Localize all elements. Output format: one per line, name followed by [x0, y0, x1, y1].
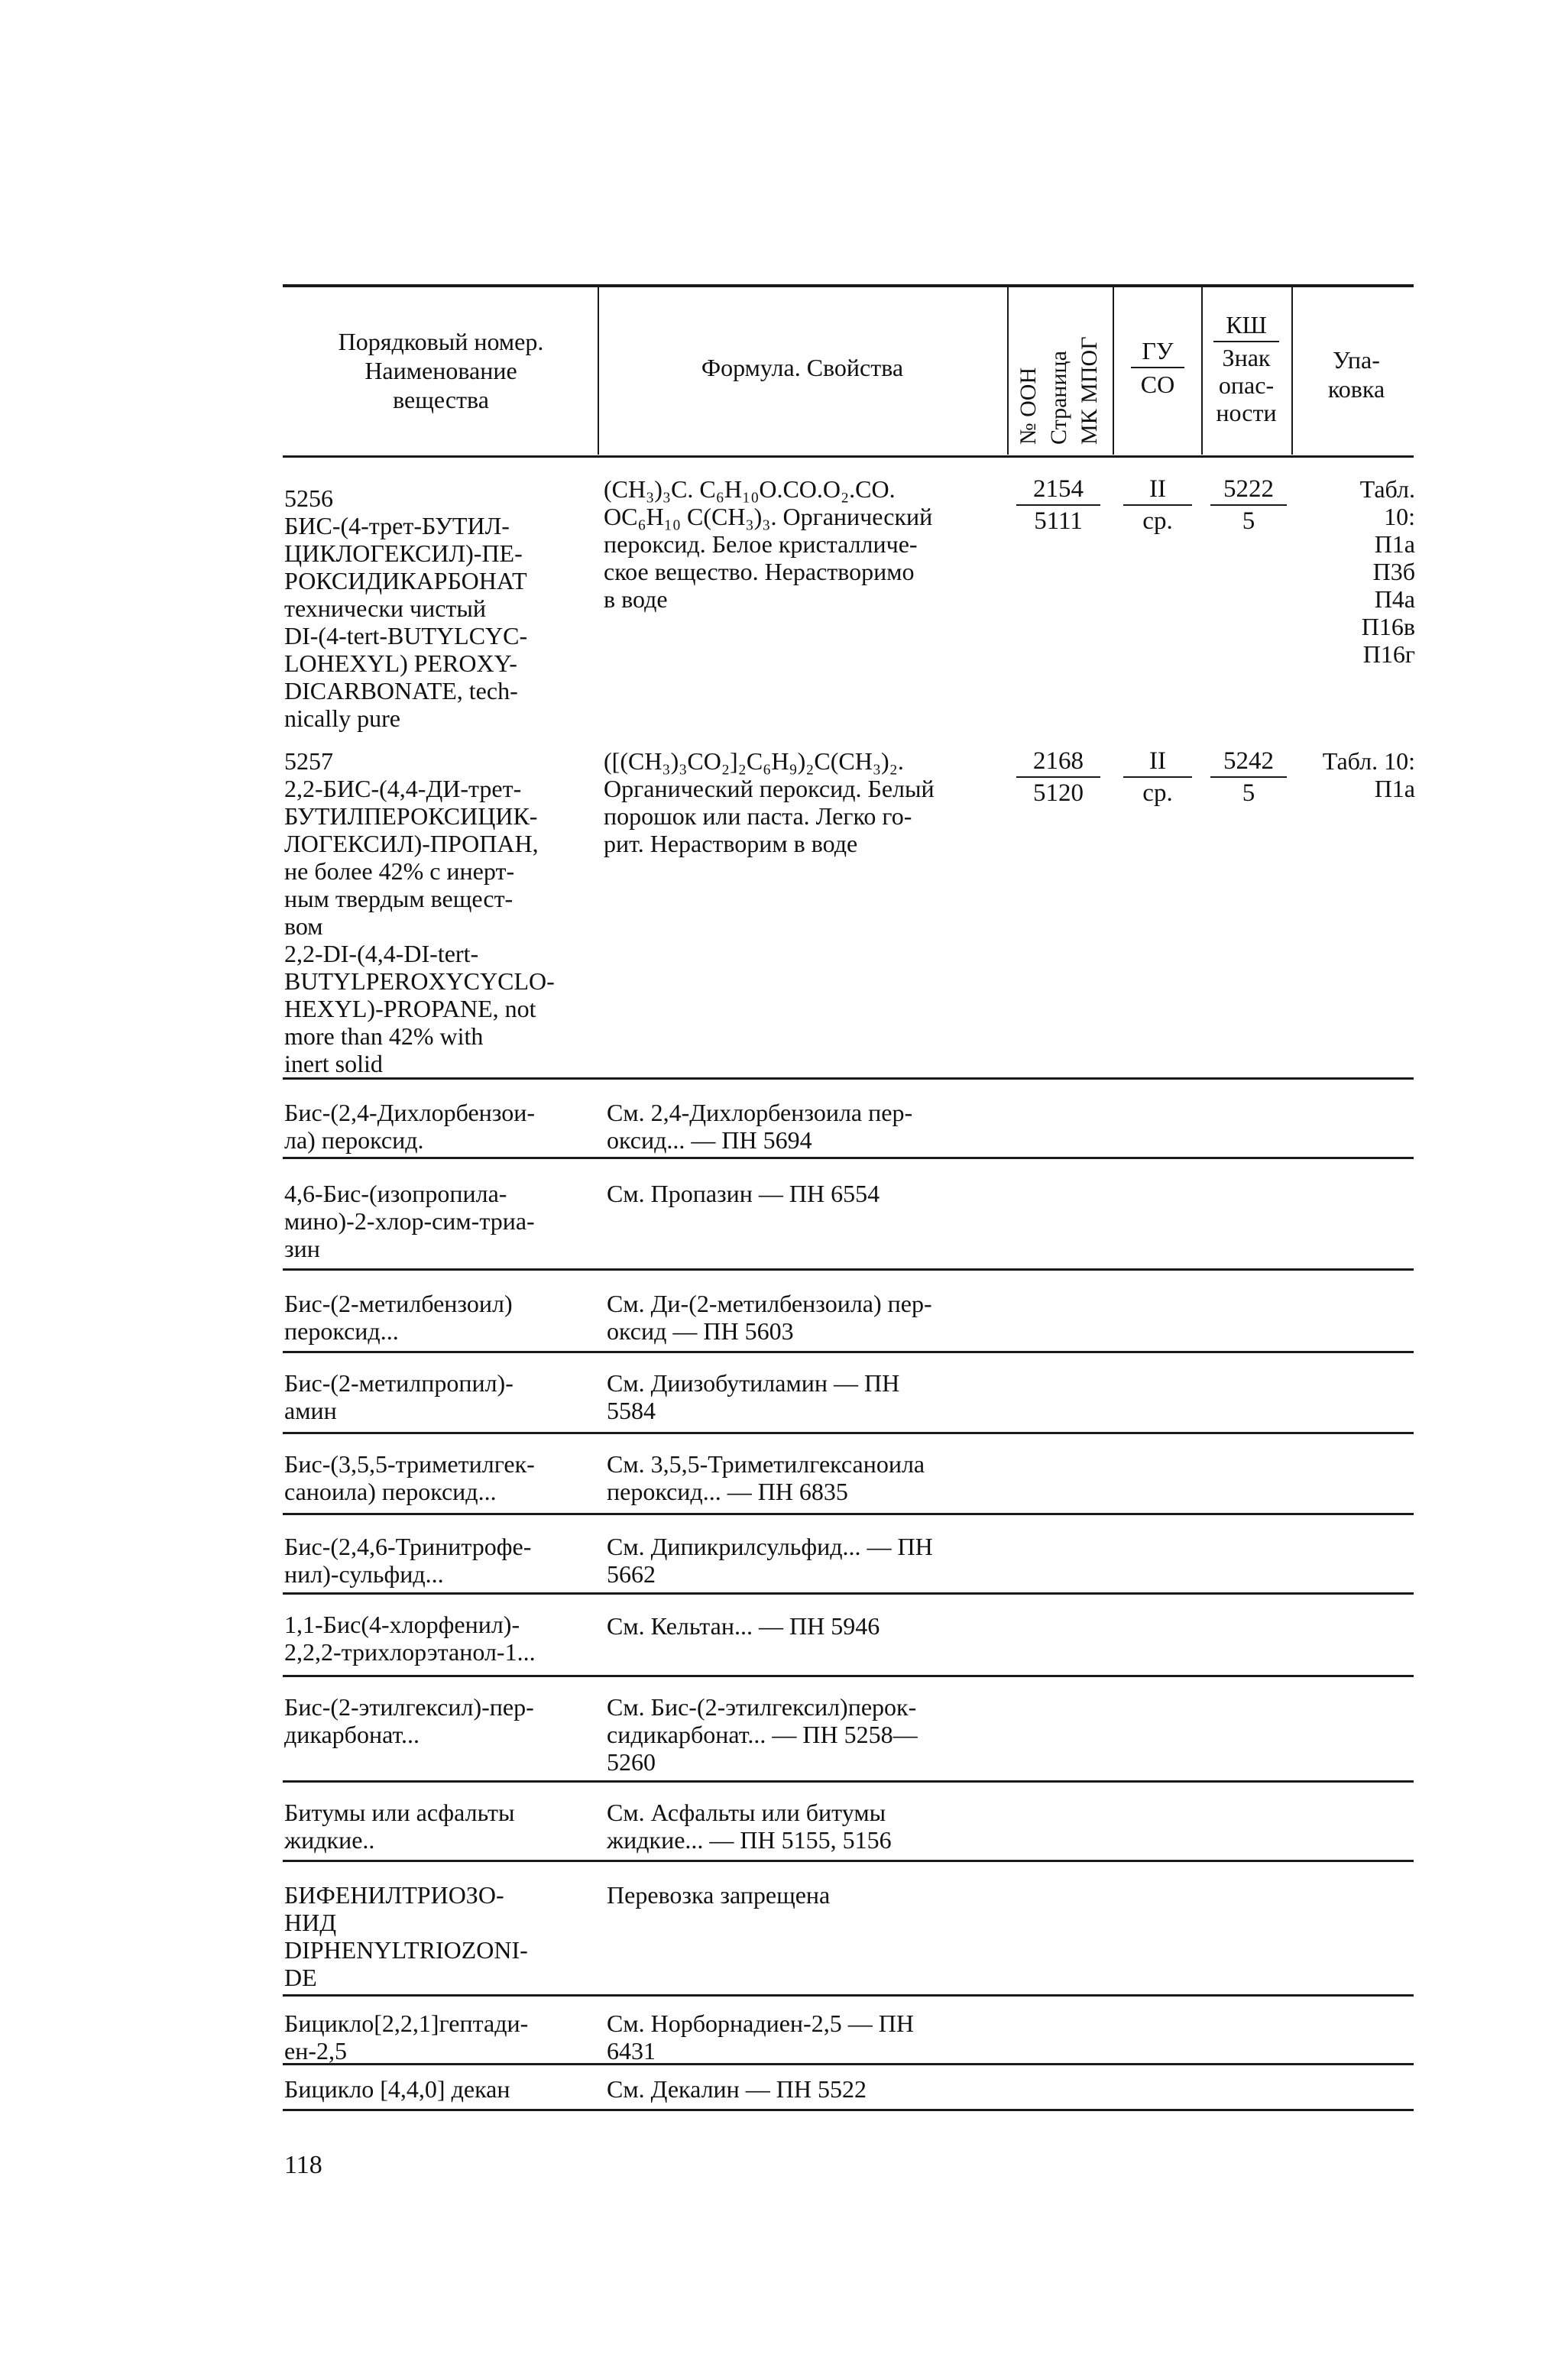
entry-name: 5257 2,2-БИС-(4,4-ДИ-трет- БУТИЛПЕРОКСИЦИК- ЛОГЕКСИЛ)-ПРОПАН, не более 42% с инерт- ным твердым вещест- вом 2,2-DI-(4,4-DI-tert- BUTYLPEROXYCYCLO- HEXYL)-PROPANE, not more than 42% with inert solid	[284, 747, 555, 1077]
header-formula: Формула. Свойства	[701, 354, 904, 381]
ref-name: Бис-(2-этилгексил)-пер- дикарбонат...	[284, 1693, 534, 1748]
ref-name: БИФЕНИЛТРИОЗО- НИД DIPHENYLTRIOZONI- DE	[284, 1881, 528, 1991]
header-bottom-rule	[283, 455, 1414, 458]
header-page: Страница	[1046, 351, 1071, 445]
entry-gu: II	[1123, 475, 1192, 506]
entry-sign: 5	[1242, 779, 1255, 807]
entry-rule	[283, 1077, 1414, 1080]
header-name: Порядковый номер. Наименование вещества	[338, 328, 544, 413]
ref-rule	[283, 2063, 1414, 2065]
ref-rule	[283, 1268, 1414, 1271]
header-gu	[1116, 336, 1200, 399]
entry-formula: ([(CH₃)₃CO₂]₂C₆H₉)₂C(CH₃)₂. Органический пероксид. Белый порошок или паста. Легко го- рит. Нерастворим в воде	[604, 747, 935, 857]
ref-rule	[283, 1513, 1414, 1515]
entry-so: ср.	[1142, 507, 1173, 535]
ref-rule	[283, 1157, 1414, 1159]
ref-target: См. Бис-(2-этилгексил)перок- сидикарбонат... — ПН 5258— 5260	[607, 1693, 918, 1776]
entry-page: 5111	[1034, 507, 1083, 535]
ref-target: См. Асфальты или битумы жидкие... — ПН 5155, 5156	[607, 1799, 892, 1854]
entry-oon: 2154	[1016, 475, 1100, 506]
ref-target: См. 2,4-Дихлорбензоила пер- оксид... — ПН 5694	[607, 1099, 913, 1154]
ref-name: Бис-(3,5,5-триметилгек- саноила) пероксид...	[284, 1450, 535, 1505]
entry-pack: Табл. 10: П1а	[1322, 747, 1415, 802]
ref-target: См. Ди-(2-метилбензоила) пер- оксид — ПН 5603	[607, 1290, 932, 1345]
entry-oon-page	[1016, 747, 1100, 807]
entry-gu-so	[1123, 747, 1192, 807]
ref-name: Бис-(2-метилбензоил) пероксид...	[284, 1290, 513, 1345]
entry-formula: (CH₃)₃C. C₆H₁₀O.CO.O₂.CO. OC₆H₁₀ C(CH₃)₃. Органический пероксид. Белое кристалличе- ское вещество. Нерастворимо в воде	[604, 475, 933, 613]
header-divider	[1291, 287, 1293, 455]
ref-target: См. Декалин — ПН 5522	[607, 2075, 867, 2103]
entry-ksh-sign	[1210, 475, 1287, 535]
ref-rule	[283, 1592, 1414, 1595]
ref-name: 1,1-Бис(4-хлорфенил)- 2,2,2-трихлорэтанол-1...	[284, 1611, 536, 1666]
ref-name: Бис-(2,4-Дихлорбензои- ла) пероксид.	[284, 1099, 536, 1154]
ref-rule	[283, 1351, 1414, 1353]
header-ksh	[1204, 310, 1288, 426]
entry-ksh-sign	[1210, 747, 1287, 807]
ref-name: Битумы или асфальты жидкие..	[284, 1799, 515, 1854]
entry-so: ср.	[1142, 779, 1173, 807]
header-oon: № ООН	[1016, 367, 1041, 445]
ref-name: Бис-(2,4,6-Тринитрофе- нил)-сульфид...	[284, 1533, 532, 1588]
header-divider	[598, 287, 599, 455]
header-pack: Упа- ковка	[1327, 346, 1385, 403]
ref-target: См. Кельтан... — ПН 5946	[607, 1612, 880, 1640]
ref-name: 4,6-Бис-(изопропила- мино)-2-хлор-сим-триа- зин	[284, 1180, 535, 1262]
ref-name: Бицикло [4,4,0] декан	[284, 2075, 510, 2103]
entry-gu: II	[1123, 747, 1192, 778]
ref-name: Бис-(2-метилпропил)- амин	[284, 1369, 513, 1424]
entry-sign: 5	[1242, 507, 1255, 535]
header-divider	[1007, 287, 1009, 455]
ref-target: См. Норборнадиен-2,5 — ПН 6431	[607, 2010, 914, 2065]
ref-target: См. Диизобутиламин — ПН 5584	[607, 1369, 900, 1424]
entry-pack: Табл. 10: П1а П3б П4а П16в П16г	[1359, 475, 1415, 668]
ref-rule	[283, 2109, 1414, 2111]
entry-ksh: 5242	[1210, 747, 1287, 778]
header-mpog: МК МПОГ	[1077, 336, 1102, 445]
entry-name: 5256 БИС-(4-трет-БУТИЛ- ЦИКЛОГЕКСИЛ)-ПЕ- РОКСИДИКАРБОНАТ технически чистый DI-(4-tert-BUTYLCYC- LOHEXYL) PEROXY- DICARBONATE, tech- nically pure	[284, 484, 528, 732]
entry-oon: 2168	[1016, 747, 1100, 778]
entry-ksh: 5222	[1210, 475, 1287, 506]
header-ksh-top: КШ	[1213, 310, 1279, 342]
ref-rule	[283, 1432, 1414, 1434]
ref-target: См. Пропазин — ПН 6554	[607, 1180, 880, 1207]
header-gu-top: ГУ	[1131, 336, 1184, 368]
table-top-rule	[283, 284, 1414, 287]
entry-oon-page	[1016, 475, 1100, 535]
ref-target: См. 3,5,5-Триметилгексаноила пероксид... — ПН 6835	[607, 1450, 925, 1505]
header-divider	[1113, 287, 1114, 455]
header-gu-bottom: СО	[1140, 371, 1175, 398]
ref-rule	[283, 1780, 1414, 1783]
entry-page: 5120	[1033, 779, 1084, 807]
page-number: 118	[284, 2151, 322, 2179]
ref-target: См. Дипикрилсульфид... — ПН 5662	[607, 1533, 933, 1588]
header-divider	[1201, 287, 1203, 455]
ref-target: Перевозка запрещена	[607, 1881, 831, 1909]
header-ksh-sign: Знак опас- ности	[1216, 344, 1277, 426]
ref-rule	[283, 1860, 1414, 1862]
ref-name: Бицикло[2,2,1]гептади- ен-2,5	[284, 2010, 529, 2065]
entry-gu-so	[1123, 475, 1192, 535]
ref-rule	[283, 1675, 1414, 1677]
ref-rule	[283, 1994, 1414, 1997]
